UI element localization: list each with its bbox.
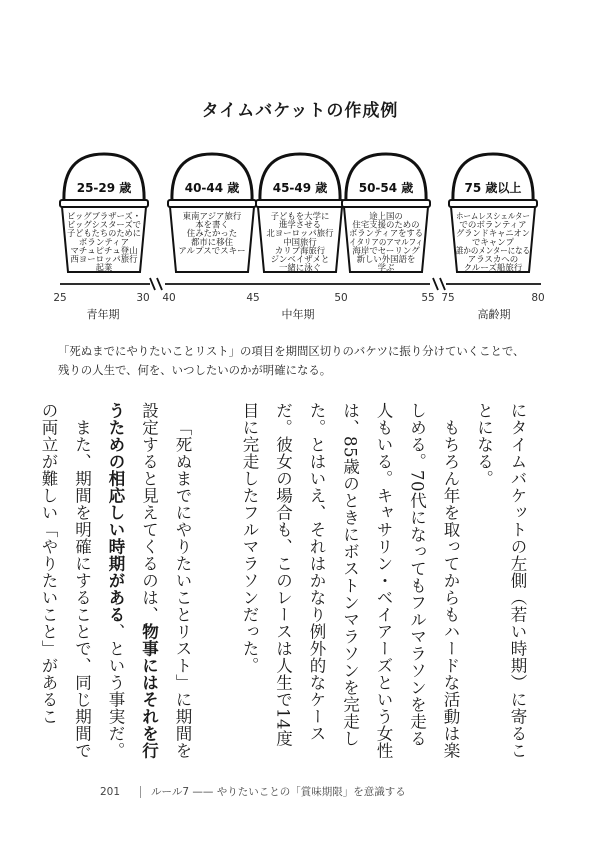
- bucket-age-label: 45-49 歳: [272, 181, 328, 195]
- emphasis-text: 物事にはそれを行うための相応しい時期がある: [106, 402, 159, 759]
- axis-tick-label: 80: [531, 292, 545, 304]
- bucket-age-label: 25-29 歳: [76, 181, 132, 195]
- bucket-item: グランドキャニオン: [456, 229, 534, 240]
- bucket-rim: [60, 200, 148, 207]
- bucket-rim: [168, 200, 256, 207]
- page-footer: [100, 784, 406, 799]
- bucket-item: アラスカへの: [467, 255, 520, 265]
- bucket-3: [256, 154, 344, 274]
- bucket-age-label: 50-54 歳: [358, 181, 414, 195]
- bucket-rim: [256, 200, 344, 207]
- bucket-item: 子どもたちのために: [67, 229, 145, 240]
- axis-tick-label: 50: [334, 292, 348, 304]
- bucket-item: 海岸でセーリング: [352, 246, 421, 257]
- bucket-item: ホームレスシェルター: [456, 212, 542, 222]
- paragraph-3-start: 「死ぬまでにやりたいことリスト」に期間を設定すると見えてくるのは、: [139, 402, 192, 759]
- bucket-item: 一緒に泳ぐ: [279, 263, 322, 274]
- bucket-item: ボランティア: [78, 237, 130, 248]
- footer-divider: [140, 786, 141, 798]
- bucket-5: [449, 154, 542, 274]
- bucket-item: 進学させる: [279, 220, 322, 231]
- running-header: ルール7 —— やりたいことの「賞味期限」を意識する: [151, 786, 406, 798]
- paragraph-4: また、期間を明確にすることで、同じ期間での両立が難しい「やりたいこと」があるこ: [39, 402, 92, 759]
- bucket-item: イタリアのアマルフィ: [349, 237, 435, 248]
- bucket-4: [342, 154, 435, 274]
- bucket-item: マチュピチュ登山: [70, 246, 139, 257]
- paragraph-3: [99, 402, 200, 762]
- bucket-item: 新しい外国語を: [356, 255, 417, 265]
- axis-tick-label: 75: [441, 292, 455, 304]
- bucket-item: カリブ海旅行: [274, 246, 327, 257]
- bucket-rim: [342, 200, 430, 207]
- bucket-item: 西ヨーロッパ旅行: [70, 255, 139, 265]
- axis-tick-label: 55: [421, 292, 435, 304]
- bucket-item: 北ヨーロッパ旅行: [266, 229, 335, 240]
- bucket-item: 住宅支援のための: [352, 220, 422, 231]
- figure-caption: [58, 342, 558, 380]
- caption-line-2: 残りの人生で、何を、いつしたいのかが明確になる。: [58, 363, 332, 377]
- bucket-item: ジンベイザメと: [270, 255, 331, 265]
- bucket-item: 学ぶ: [377, 263, 395, 274]
- caption-line-1: 「死ぬまでにやりたいことリスト」の項目を期間区切りのバケツに振り分けていくことで、: [58, 344, 525, 358]
- bucket-item: 東南アジア旅行: [182, 212, 243, 222]
- figure-title: タイムバケットの作成例: [201, 101, 399, 121]
- era-label: 青年期: [86, 308, 120, 321]
- paragraph-1: にタイムバケットの左側（若い時期）に寄ることになる。: [474, 402, 527, 759]
- bucket-item: 起業: [95, 263, 113, 274]
- axis-tick-label: 30: [136, 292, 150, 304]
- timeline: [60, 278, 541, 290]
- bucket-item: 本を書く: [195, 220, 230, 231]
- bucket-item: 誰かのメンターになる: [456, 246, 542, 257]
- time-bucket-figure: [0, 140, 600, 330]
- paragraph-3-end: 、という事実だ。: [106, 623, 125, 759]
- bucket-age-label: 75 歳以上: [464, 181, 522, 195]
- page-number: 201: [100, 786, 121, 798]
- axis-tick-label: 45: [246, 292, 260, 304]
- bucket-item: クルーズ船旅行: [463, 263, 524, 274]
- bucket-item: 子どもを大学に: [270, 212, 331, 222]
- body-text: [32, 402, 535, 762]
- bucket-item: でのボランティア: [459, 220, 528, 231]
- paragraph-2: もちろん年を取ってからもハードな活動は楽しめる。70代になってもフルマラソンを走る人もいる。キャサリン・ベイアーズという女性は、85歳のときにボストンマラソンを完走した。とはいえ、それはかなり例外的なケースだ。彼女の場合も、このレースは人生で14度目に完走したフルマラソンだった。: [240, 402, 460, 759]
- bucket-item: 途上国の: [369, 212, 404, 222]
- bucket-rim: [449, 200, 537, 207]
- bucket-1: [60, 154, 148, 274]
- bucket-item: ビッグシスターズで: [67, 220, 144, 231]
- axis-tick-label: 25: [53, 292, 67, 304]
- era-label: 中年期: [281, 308, 315, 321]
- bucket-item: ビッグブラザーズ・: [67, 212, 144, 222]
- axis-tick-label: 40: [162, 292, 176, 304]
- bucket-item: アルプスでスキー: [178, 246, 247, 257]
- bucket-age-label: 40-44 歳: [184, 181, 240, 195]
- bucket-2: [168, 154, 256, 272]
- bucket-item: 中国旅行: [283, 237, 318, 248]
- bucket-item: ボランティアをする: [349, 229, 426, 240]
- era-label: 高齢期: [477, 308, 511, 321]
- bucket-item: でキャンプ: [472, 237, 515, 248]
- bucket-item: 住みたかった: [186, 229, 239, 240]
- bucket-item: 都市に移住: [191, 237, 234, 248]
